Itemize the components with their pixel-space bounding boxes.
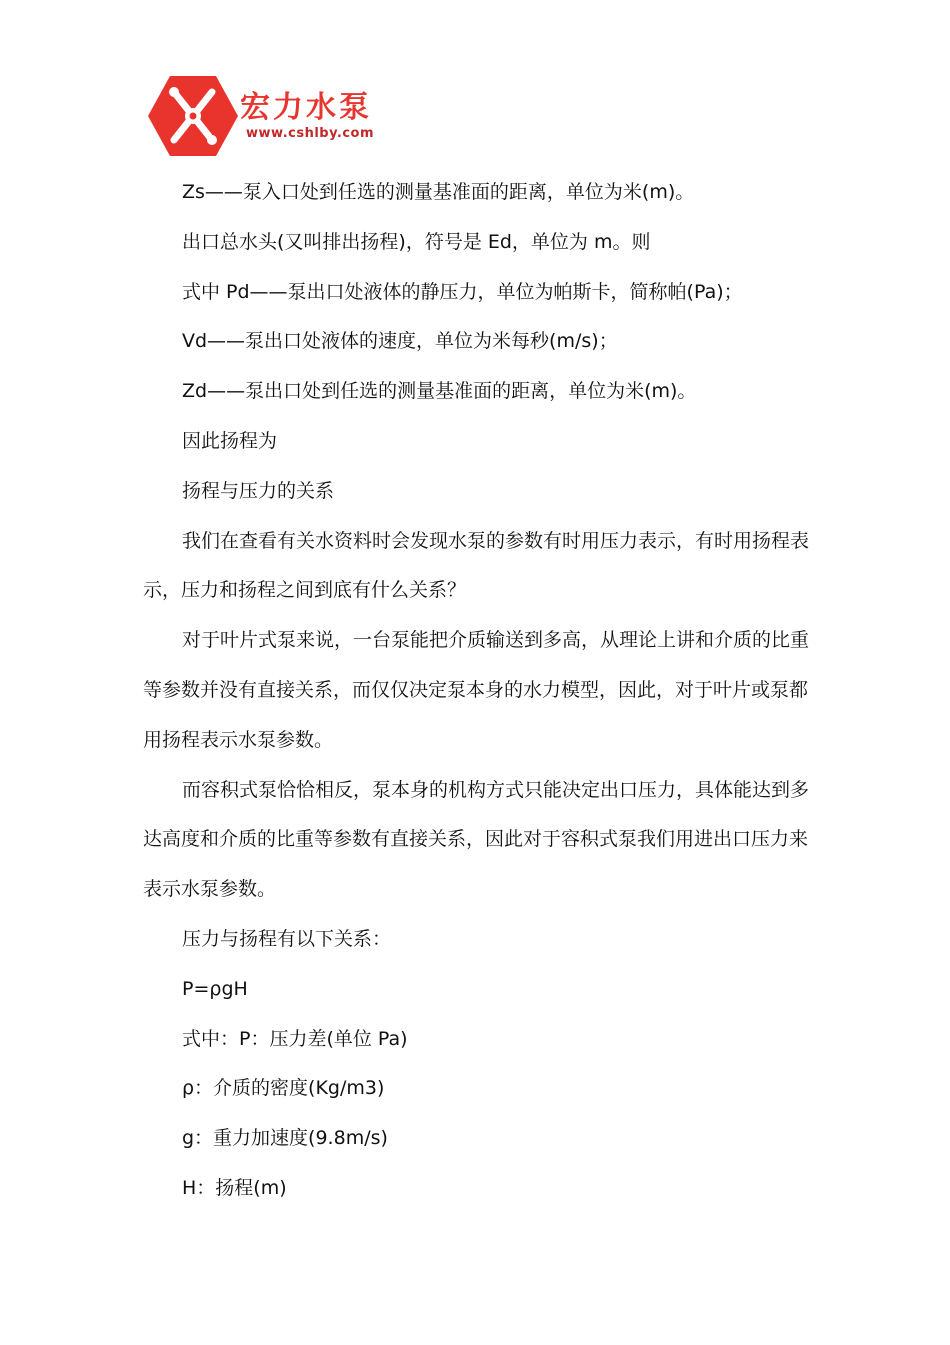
paragraph-line: g：重力加速度(9.8m/s) [182, 1127, 388, 1150]
paragraph-line: Zs——泵入口处到任选的测量基准面的距离，单位为米(m)。 [182, 181, 695, 203]
brand-logo [148, 74, 388, 158]
logo-hexagon-icon [148, 74, 238, 158]
logo-brand-name: 宏力水泵 [240, 90, 372, 125]
paragraph-line: 示，压力和扬程之间到底有什么关系？ [143, 579, 467, 602]
paragraph-line: 出口总水头(又叫排出扬程)，符号是 Ed，单位为 m。则 [182, 230, 651, 253]
paragraph-line: 达高度和介质的比重等参数有直接关系，因此对于容积式泵我们用进出口压力来 [143, 828, 809, 851]
document-body [143, 168, 809, 1214]
logo-website-url: www.cshlby.com [246, 126, 374, 141]
paragraph-line: H：扬程(m) [182, 1176, 287, 1199]
paragraph-line: 式中：P：压力差(单位 Pa) [182, 1027, 408, 1050]
paragraph-line: ρ：介质的密度(Kg/m3) [182, 1077, 385, 1100]
paragraph-line: Vd——泵出口处液体的速度，单位为米每秒(m/s)； [182, 330, 618, 353]
paragraph-line: 扬程与压力的关系 [182, 479, 335, 502]
paragraph-line: Zd——泵出口处到任选的测量基准面的距离，单位为米(m)。 [182, 380, 697, 403]
paragraph-line: 我们在查看有关水资料时会发现水泵的参数有时用压力表示，有时用扬程表 [182, 529, 810, 552]
paragraph-line: 表示水泵参数。 [143, 878, 277, 901]
paragraph-line: 压力与扬程有以下关系： [182, 927, 392, 950]
paragraph-line: 等参数并没有直接关系，而仅仅决定泵本身的水力模型，因此，对于叶片或泵都 [143, 678, 809, 701]
paragraph-line: 而容积式泵恰恰相反，泵本身的机构方式只能决定出口压力，具体能达到多 [182, 778, 810, 801]
paragraph-line: 式中 Pd——泵出口处液体的静压力，单位为帕斯卡，简称帕(Pa)； [182, 280, 743, 303]
paragraph-line: 因此扬程为 [182, 429, 278, 452]
paragraph-line: P=ρgH [182, 977, 248, 1000]
paragraph-line: 对于叶片式泵来说，一台泵能把介质输送到多高，从理论上讲和介质的比重 [182, 629, 810, 652]
paragraph-line: 用扬程表示水泵参数。 [143, 728, 334, 751]
